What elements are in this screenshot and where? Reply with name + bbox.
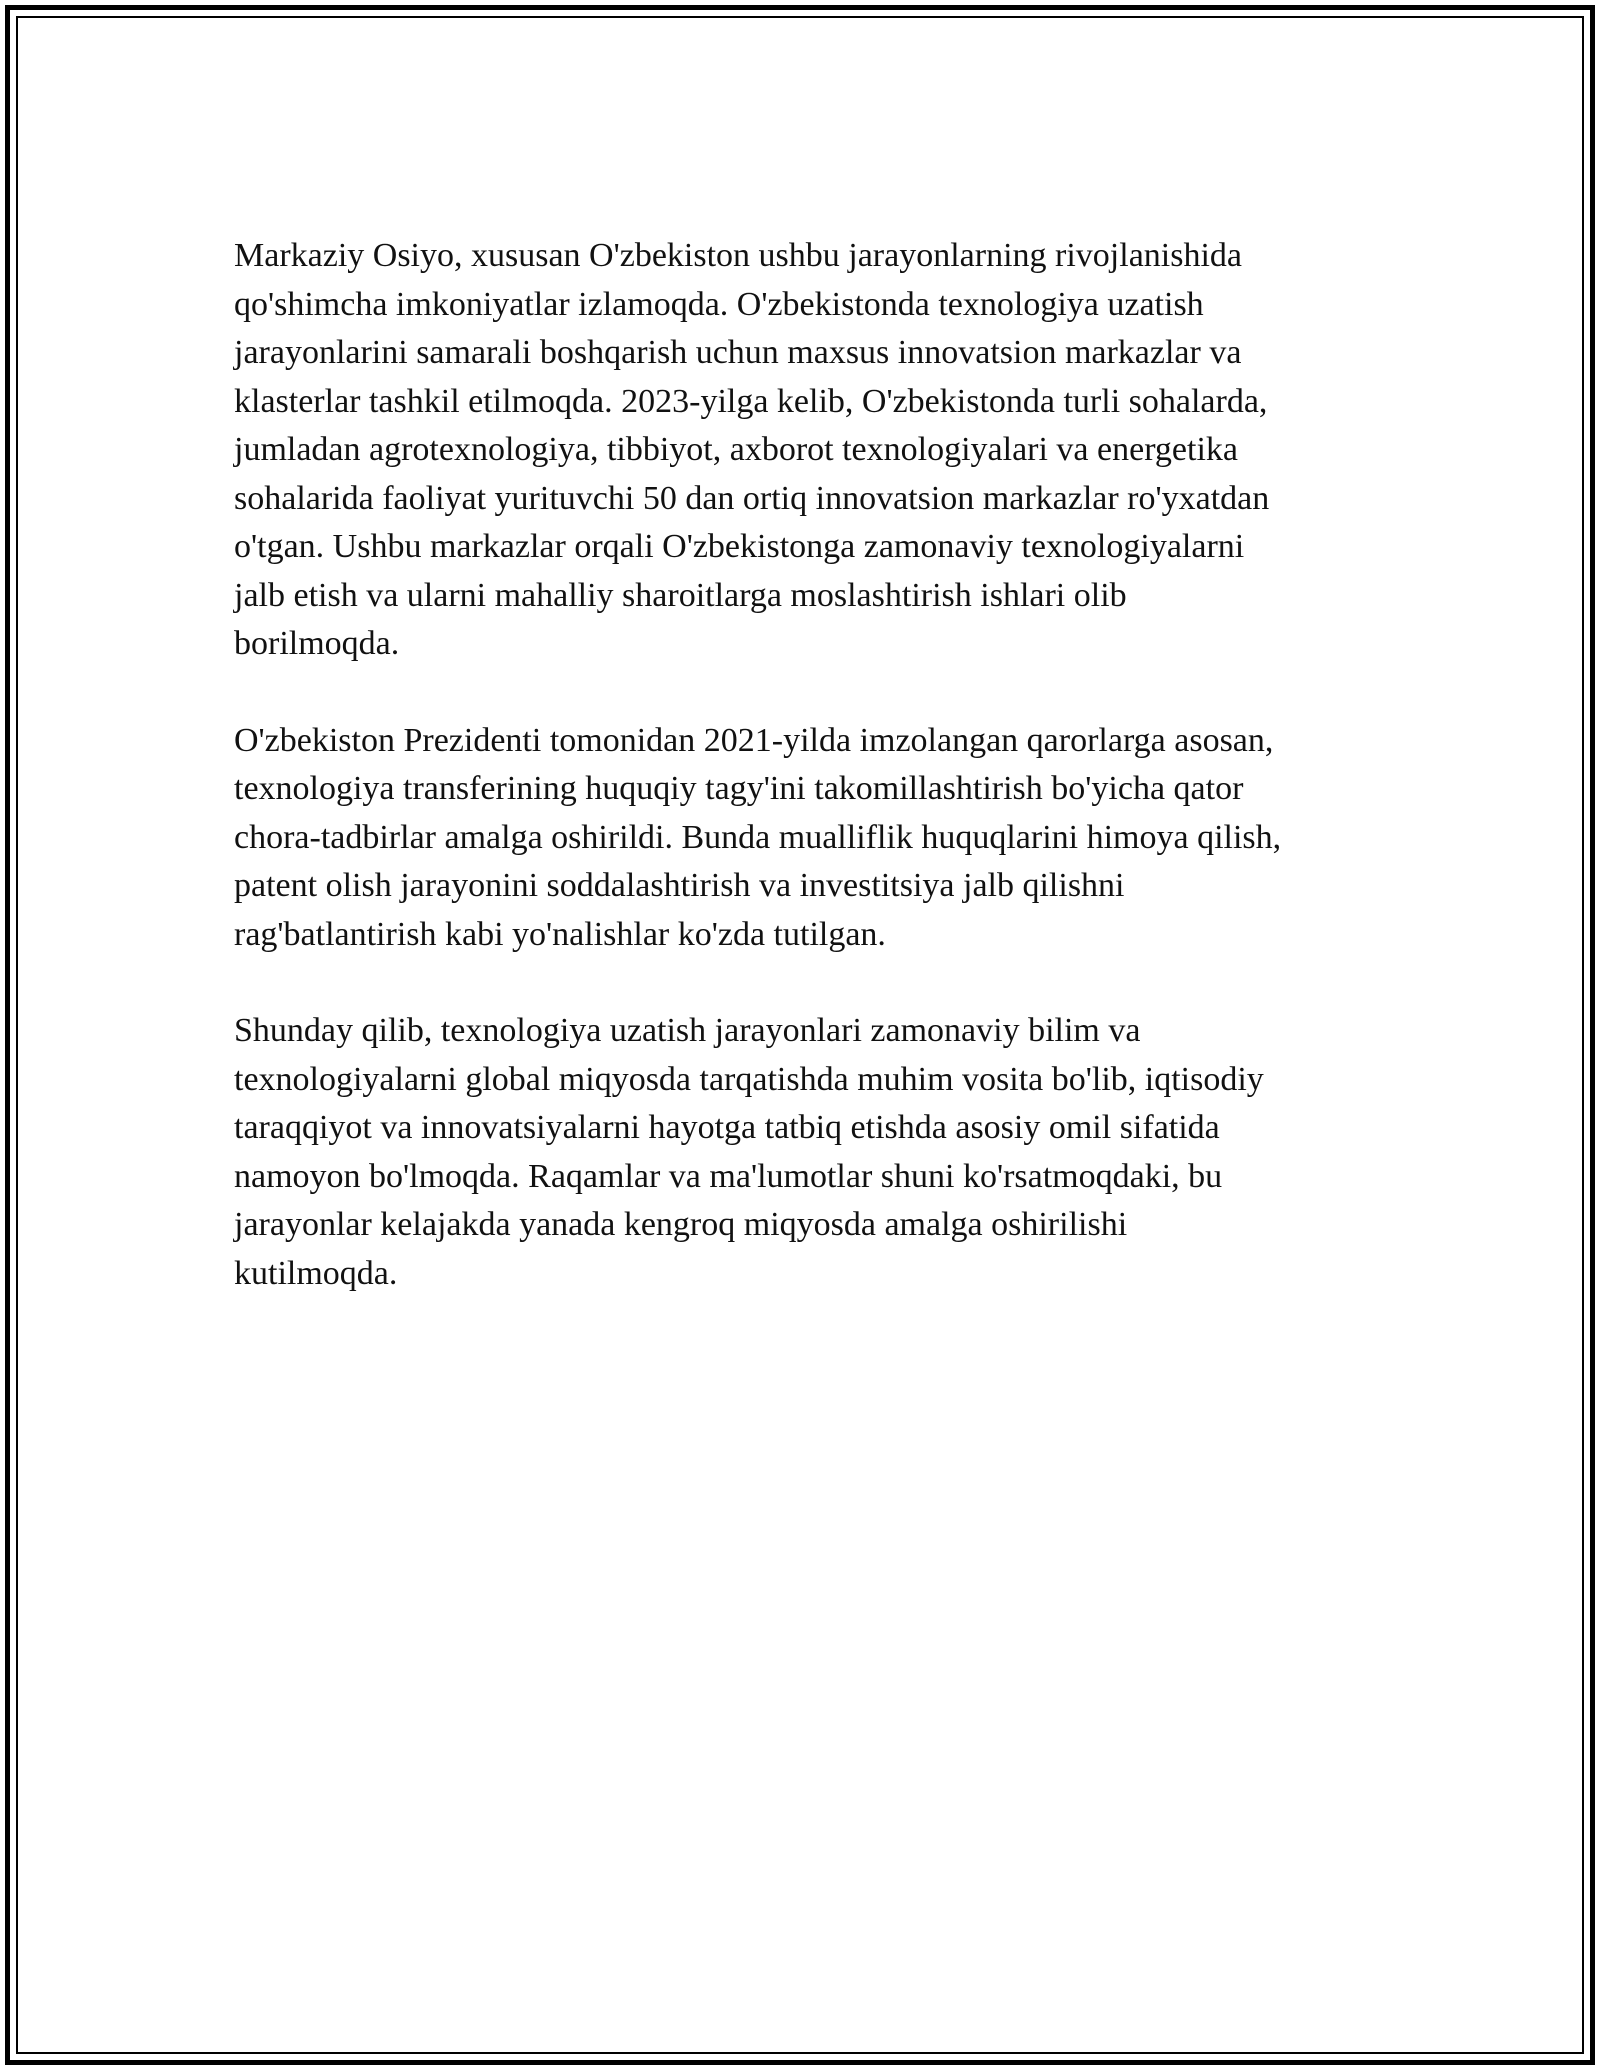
paragraph-innovation-centers: Markaziy Osiyo, xususan O'zbekiston ushbu jarayonlarning rivojlanishida qo'shimcha imkoniyatlar izlamoqda. O'zbekistonda texnologiya uzatish jarayonlarini samarali boshqarish uchun maxsus innovatsion markazlar va klasterlar tashkil etilmoqda. 2023-yilga kelib, O'zbekistonda turli sohalarda, jumladan agrotexnologiya, tibbiyot, axborot texnologiyalari va energetika sohalarida faoliyat yurituvchi 50 dan ortiq innovatsion markazlar ro'yxatdan o'tgan. Ushbu markazlar orqali O'zbekistonga zamonaviy texnologiyalarni jalb etish va ularni mahalliy sharoitlarga moslashtirish ishlari olib borilmoqda.	[234, 237, 1270, 662]
paragraph-conclusion: Shunday qilib, texnologiya uzatish jarayonlari zamonaviy bilim va texnologiyalarni global miqyosda tarqatishda muhim vosita bo'lib, iqtisodiy taraqqiyot va innovatsiyalarni hayotga tatbiq etishda asosiy omil sifatida namoyon bo'lmoqda. Raqamlar va ma'lumotlar shuni ko'rsatmoqdaki, bu jarayonlar kelajakda yanada kengroq miqyosda amalga oshirilishi kutilmoqda.	[234, 1012, 1264, 1292]
document-body	[234, 232, 1382, 1346]
paragraph-presidential-decrees: O'zbekiston Prezidenti tomonidan 2021-yilda imzolangan qarorlarga asosan, texnologiya transferining huquqiy tagy'ini takomillashtirish bo'yicha qator chora-tadbirlar amalga oshirildi. Bunda mualliflik huquqlarini himoya qilish, patent olish jarayonini soddalashtirish va investitsiya jalb qilishni rag'batlantirish kabi yo'nalishlar ko'zda tutilgan.	[234, 721, 1282, 953]
